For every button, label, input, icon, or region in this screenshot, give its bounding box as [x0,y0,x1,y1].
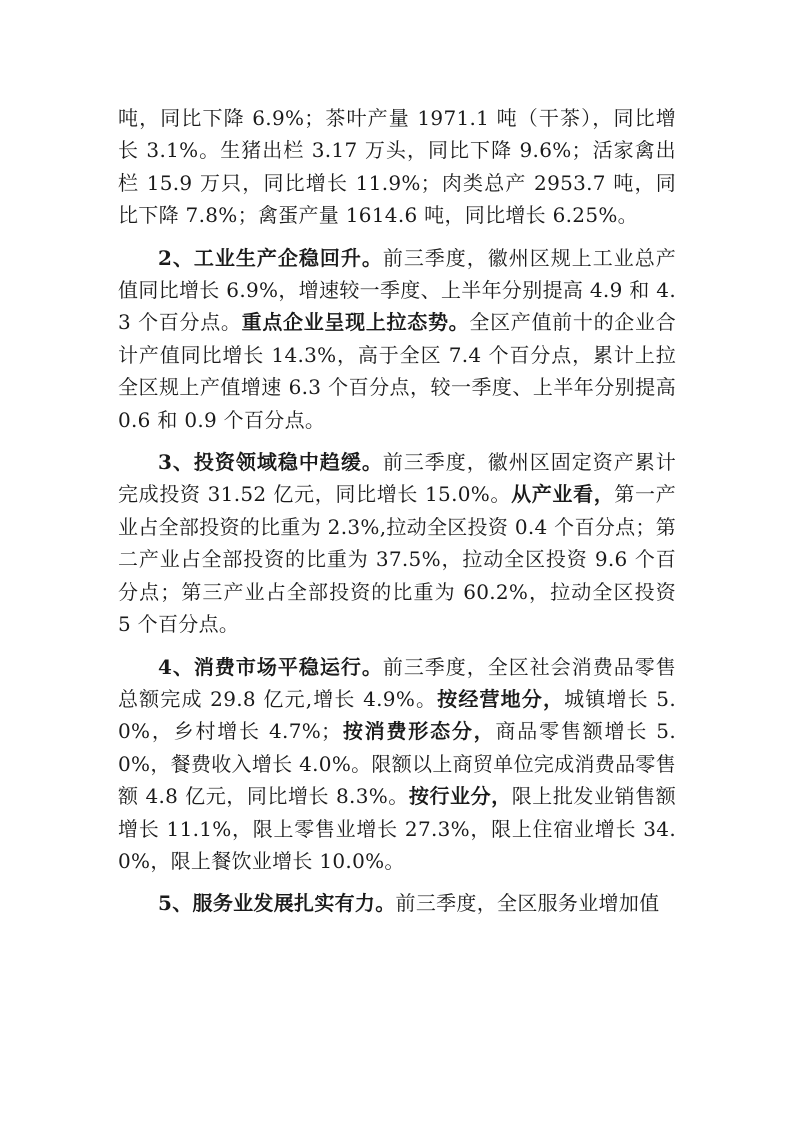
text-segment: 全区产值前十的企业合计产值同比增长 14.3%，高于全区 7.4 个百分点，累计上拉全区规上产值增速 6.3 个百分点，较一季度、上半年分别提高 0.6 和 0.9 个百分点。 [118,310,676,432]
emphasis-by-location: 按经营地分， [437,686,565,711]
text-segment: 第一产业占全部投资的比重为 2.3%,拉动全区投资 0.4 个百分点；第二产业占全部投资的比重为 37.5%，拉动全区投资 9.6 个百分点；第三产业占全部投资的比重为 60.2%，拉动全区投资 5 个百分点。 [118,482,677,637]
text-segment: 商品零售额增长 5.0%，餐费收入增长 4.0%。限额以上商贸单位完成消费品零售额 4.8 亿元，同比增长 8.3%。 [118,719,676,809]
section-heading-services: 5、服务业发展扎实有力。 [158,891,396,916]
paragraph-services [118,887,676,919]
document-page [118,102,676,920]
section-heading-investment: 3、投资领域稳中趋缓。 [158,450,383,475]
text-segment: 前三季度，徽州区固定资产累计完成投资 31.52 亿元，同比增长 15.0%。 [118,450,677,507]
text-segment: 前三季度，全区社会消费品零售总额完成 29.8 亿元,增长 4.9%。 [118,654,677,711]
section-heading-industry: 2、工业生产企稳回升。 [158,245,383,270]
section-heading-consumption: 4、消费市场平稳运行。 [158,654,383,679]
text-segment: 吨，同比下降 6.9%；茶叶产量 1971.1 吨（干茶），同比增长 3.1%。生猪出栏 3.17 万头，同比下降 9.6%；活家禽出栏 15.9 万只，同比增长 11.9%；肉类总产 2953.7 吨，同比下降 7.8%；禽蛋产量 1614.6 吨，同比增长 6.25%。 [118,106,676,228]
text-segment: 限上批发业销售额增长 11.1%，限上零售业增长 27.3%，限上住宿业增长 34.0%，限上餐饮业增长 10.0%。 [118,784,676,873]
emphasis-by-sector: 按行业分， [408,784,512,809]
paragraph-agriculture [118,102,676,232]
paragraph-investment [118,446,676,640]
paragraph-consumption [118,651,676,878]
emphasis-key-enterprises: 重点企业呈现上拉态势。 [241,310,470,335]
text-segment: 前三季度，全区服务业增加值 [395,891,660,916]
paragraph-industry [118,242,676,436]
text-segment: 城镇增长 5.0%，乡村增长 4.7%； [118,686,676,744]
emphasis-by-form: 按消费形态分， [341,719,496,744]
emphasis-by-industry: 从产业看， [511,482,615,507]
text-segment: 前三季度，徽州区规上工业总产值同比增长 6.9%，增速较一季度、上半年分别提高 4.9 和 4.3 个百分点。 [118,245,677,335]
